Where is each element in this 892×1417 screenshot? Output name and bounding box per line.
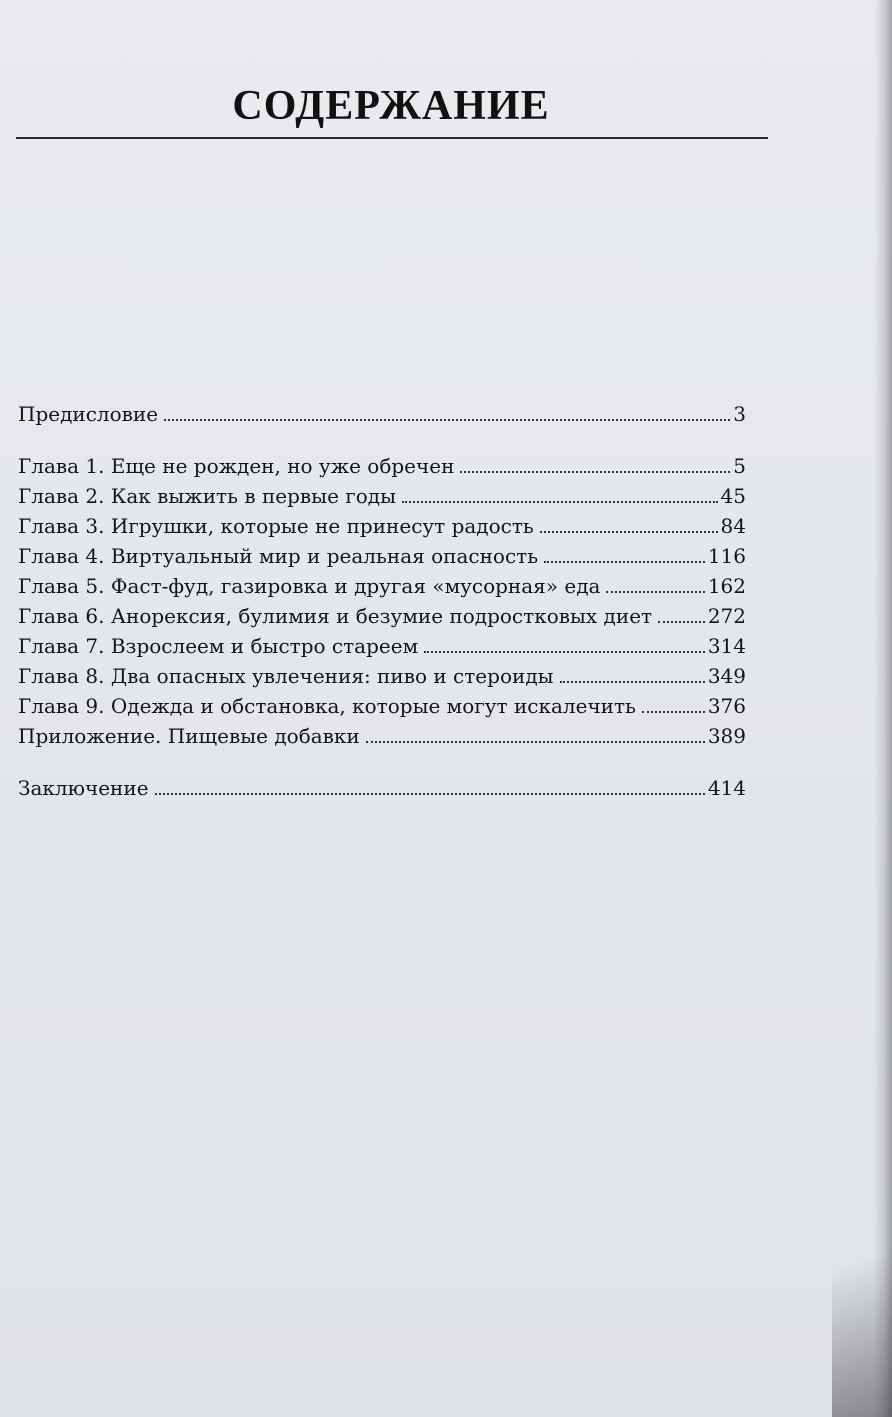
toc-entry-intro <box>18 402 746 432</box>
toc-entry-label: Предисловие <box>18 402 159 426</box>
toc-entry-chapter-3 <box>18 514 746 544</box>
toc-entry-page: 349 <box>707 664 746 688</box>
dot-leader <box>155 793 705 795</box>
toc-entry-page: 116 <box>707 544 746 568</box>
toc-entry-chapter-2 <box>18 484 746 514</box>
dot-leader <box>164 419 730 421</box>
toc-entry-chapter-8 <box>18 664 746 694</box>
dot-leader <box>540 531 718 533</box>
dot-leader <box>560 681 705 683</box>
toc-entry-appendix <box>18 724 746 754</box>
toc-entry-page: 376 <box>707 694 746 718</box>
toc-entry-chapter-1 <box>18 454 746 484</box>
toc-entry-chapter-9 <box>18 694 746 724</box>
toc-entry-label: Глава 7. Взрослеем и быстро стареем <box>18 634 419 658</box>
dot-leader <box>424 651 705 653</box>
dot-leader <box>402 501 718 503</box>
toc-entry-page: 3 <box>733 402 746 426</box>
toc-entry-page: 272 <box>707 604 746 628</box>
toc-entry-page: 389 <box>707 724 746 748</box>
dot-leader <box>658 621 705 623</box>
toc-entry-label: Глава 8. Два опасных увлечения: пиво и стероиды <box>18 664 554 688</box>
table-of-contents <box>18 402 746 806</box>
title-underline <box>16 137 768 139</box>
toc-entry-label: Заключение <box>18 776 149 800</box>
toc-entry-label: Глава 3. Игрушки, которые не принесут радость <box>18 514 534 538</box>
dot-leader <box>460 471 730 473</box>
toc-entry-chapter-4 <box>18 544 746 574</box>
toc-entry-label: Приложение. Пищевые добавки <box>18 724 360 748</box>
dot-leader <box>606 591 704 593</box>
toc-entry-label: Глава 6. Анорексия, булимия и безумие подростковых диет <box>18 604 653 628</box>
toc-entry-page: 414 <box>707 776 746 800</box>
toc-entry-conclusion <box>18 776 746 806</box>
toc-entry-label: Глава 2. Как выжить в первые годы <box>18 484 397 508</box>
toc-entry-label: Глава 1. Еще не рожден, но уже обречен <box>18 454 455 478</box>
toc-entry-page: 45 <box>720 484 746 508</box>
toc-entry-label: Глава 5. Фаст-фуд, газировка и другая «мусорная» еда <box>18 574 601 598</box>
toc-entry-page: 162 <box>707 574 746 598</box>
toc-entry-chapter-6 <box>18 604 746 634</box>
toc-entry-chapter-5 <box>18 574 746 604</box>
dot-leader <box>642 711 705 713</box>
dot-leader <box>366 741 705 743</box>
toc-entry-label: Глава 9. Одежда и обстановка, которые могут искалечить <box>18 694 636 718</box>
toc-entry-page: 5 <box>733 454 746 478</box>
page-corner-shadow <box>832 1157 892 1417</box>
toc-entry-chapter-7 <box>18 634 746 664</box>
toc-entry-page: 84 <box>720 514 746 538</box>
dot-leader <box>544 561 705 563</box>
page-title: СОДЕРЖАНИЕ <box>232 83 550 129</box>
toc-entry-page: 314 <box>707 634 746 658</box>
toc-entry-label: Глава 4. Виртуальный мир и реальная опасность <box>18 544 539 568</box>
